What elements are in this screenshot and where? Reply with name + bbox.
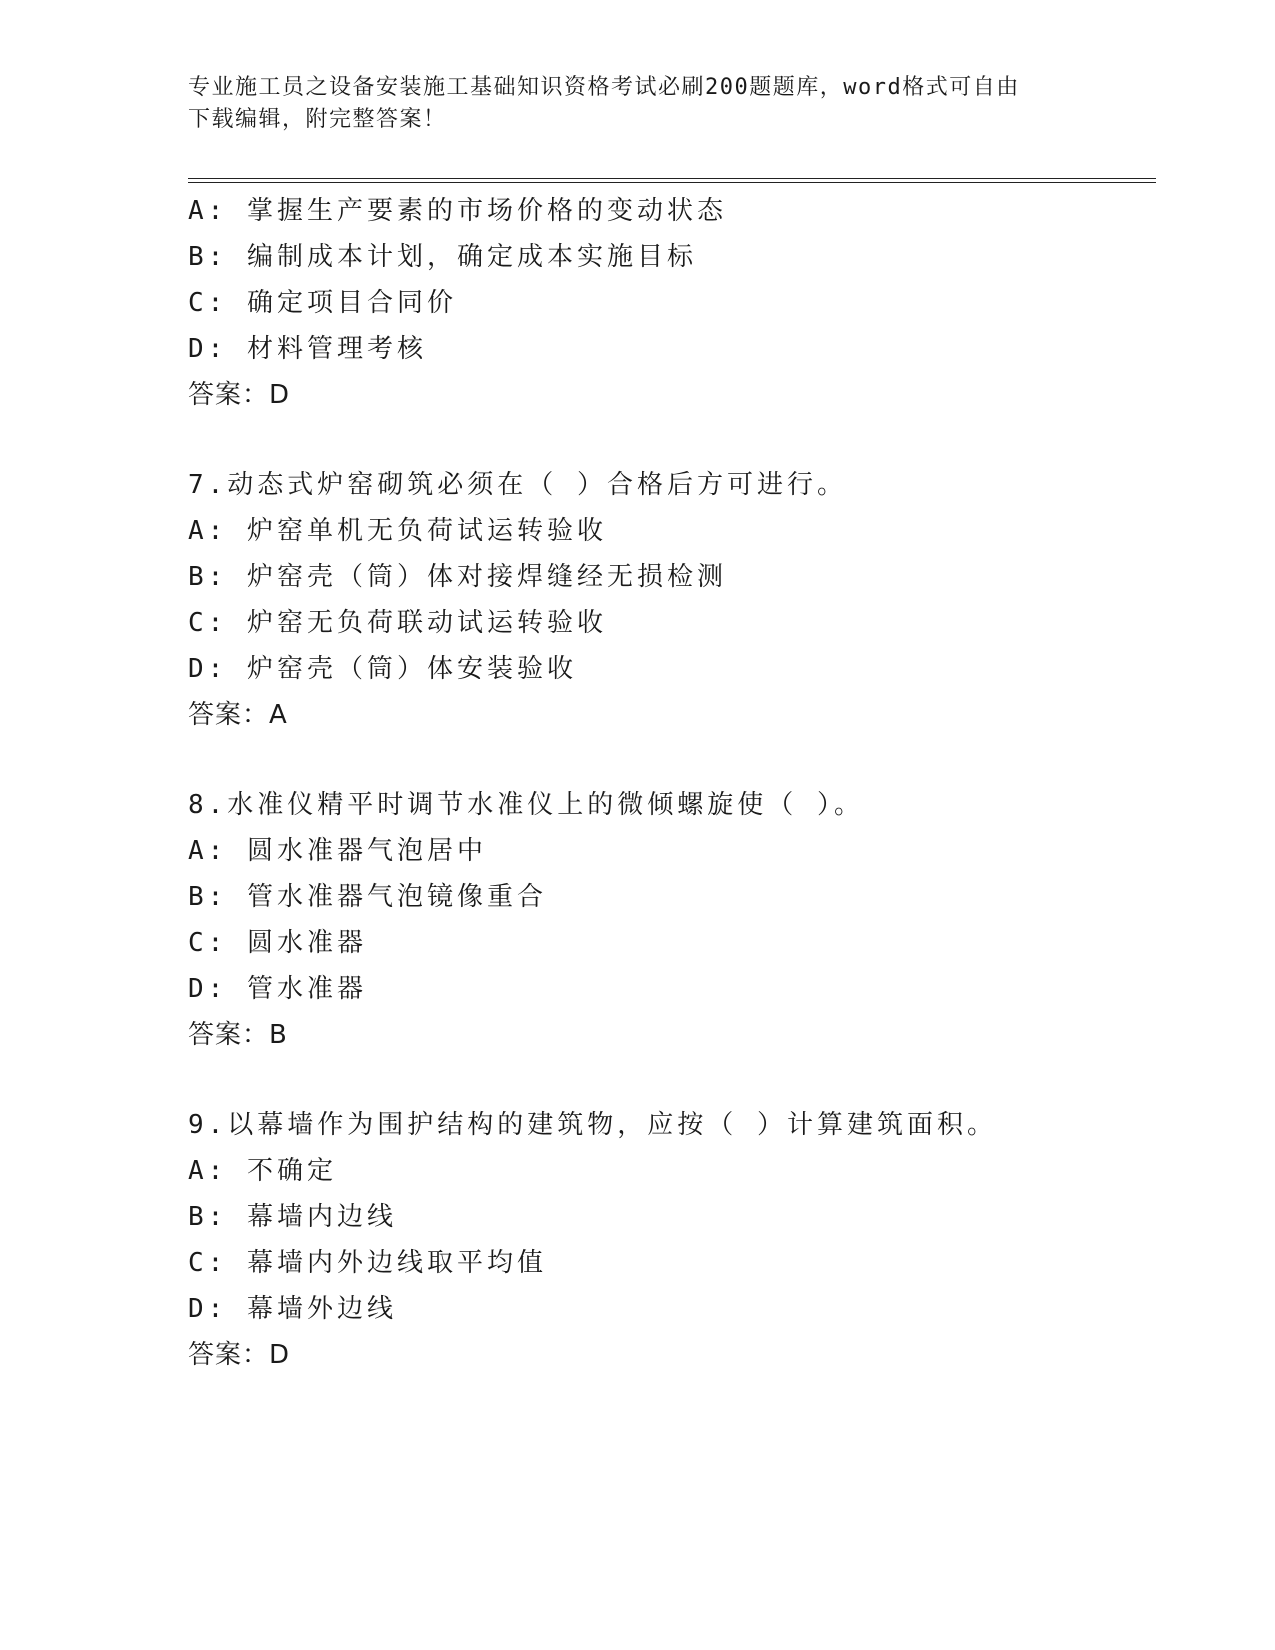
document-header	[188, 72, 1088, 136]
header-line-2: 下载编辑，附完整答案！	[188, 107, 447, 132]
option-b: B: 幕墙内边线	[188, 1202, 397, 1232]
option-d: D: 管水准器	[188, 974, 367, 1004]
option-b: B: 管水准器气泡镜像重合	[188, 882, 547, 912]
header-line-1: 专业施工员之设备安装施工基础知识资格考试必刷200题题库，word格式可自由	[188, 75, 1020, 100]
question-list	[188, 188, 1156, 1378]
question-text: 9.以幕墙作为围护结构的建筑物，应按（ ）计算建筑面积。	[188, 1110, 997, 1140]
option-a: A: 炉窑单机无负荷试运转验收	[188, 516, 607, 546]
answer-line: 答案：B	[188, 1020, 288, 1050]
header-divider-bottom	[188, 182, 1156, 183]
answer-line: 答案：D	[188, 380, 291, 410]
option-b: B: 炉窑壳（筒）体对接焊缝经无损检测	[188, 562, 727, 592]
option-a: A: 圆水准器气泡居中	[188, 836, 487, 866]
header-divider-top	[188, 178, 1156, 179]
option-c: C: 幕墙内外边线取平均值	[188, 1248, 547, 1278]
option-a: A: 不确定	[188, 1156, 337, 1186]
question-block	[188, 188, 1156, 418]
option-d: D: 幕墙外边线	[188, 1294, 397, 1324]
option-a: A: 掌握生产要素的市场价格的变动状态	[188, 196, 727, 226]
answer-line: 答案：A	[188, 700, 288, 730]
answer-line: 答案：D	[188, 1340, 291, 1370]
option-c: C: 炉窑无负荷联动试运转验收	[188, 608, 607, 638]
option-c: C: 圆水准器	[188, 928, 367, 958]
option-d: D: 材料管理考核	[188, 334, 427, 364]
option-c: C: 确定项目合同价	[188, 288, 457, 318]
question-block	[188, 462, 1156, 738]
option-b: B: 编制成本计划，确定成本实施目标	[188, 242, 697, 272]
question-text: 8.水准仪精平时调节水准仪上的微倾螺旋使（ ）。	[188, 790, 864, 820]
question-block	[188, 782, 1156, 1058]
option-d: D: 炉窑壳（筒）体安装验收	[188, 654, 577, 684]
question-block	[188, 1102, 1156, 1378]
question-text: 7.动态式炉窑砌筑必须在（ ）合格后方可进行。	[188, 470, 847, 500]
